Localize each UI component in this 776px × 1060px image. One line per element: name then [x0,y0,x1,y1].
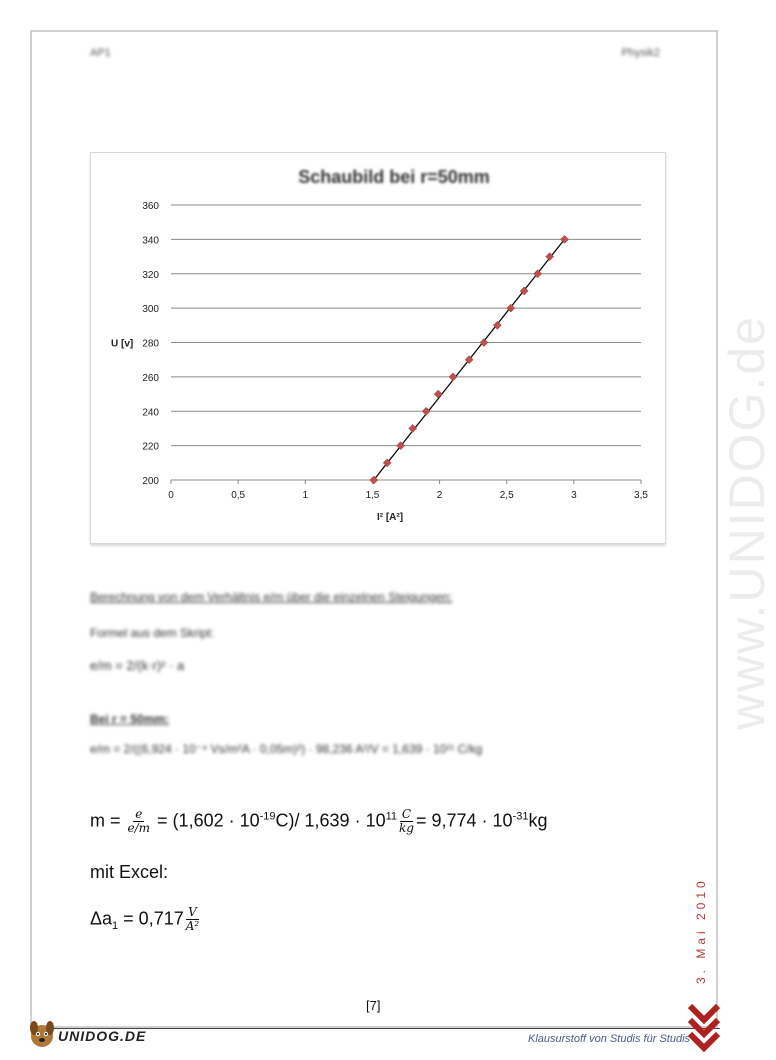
y-tick-label: 280 [142,338,159,350]
x-tick-label: 0,5 [231,490,246,501]
chevron-down-icon [686,1000,722,1052]
x-tick-label: 1 [302,490,309,501]
watermark [668,270,775,740]
eq-exp3: -31 [512,810,529,823]
watermark-text: www.UNIDOG.de [719,315,775,730]
eq-part3: = 9,774 · 10 [415,810,513,831]
delta-prefix: Δa [90,908,113,929]
eq-part2: C)/ 1,639 · 10 [275,810,386,831]
delta-sub: 1 [112,919,119,932]
x-tick-label: 3,5 [634,490,648,501]
chart-container [90,152,666,544]
delta-frac-den: A² [185,919,200,933]
eq-exp1: -19 [259,810,276,823]
formula-label: Formel aus dem Skript: [90,626,215,640]
data-point [409,424,417,432]
x-tick-label: 2,5 [499,490,514,501]
header-right: Physik2 [621,47,660,59]
y-tick-label: 360 [142,201,159,212]
eq-part1: = (1,602 · 10 [152,810,260,831]
footer-tagline: Klausurstoff von Studis für Studis [528,1033,691,1045]
frac-denominator: e/m [127,821,151,835]
y-tick-label: 260 [142,372,159,384]
frac2-numerator: C [401,807,412,821]
fraction-c-over-kg [397,808,416,835]
x-tick-label: 3 [571,490,577,501]
delta-equation [90,906,201,933]
eq-exp2: 11 [385,810,398,823]
delta-frac-num: V [188,905,197,919]
date-vertical [690,870,710,990]
dog-logo-icon [24,1016,60,1052]
data-point [434,390,442,398]
calculation: e/m = 2/((6,924 · 10⁻⁴ Vs/m²A · 0,05m)²) · 98,236 A²/V = 1,639 · 10¹¹ C/kg [90,742,483,756]
mass-equation [90,808,547,835]
data-point [422,407,430,415]
date-text: 3. Mai 2010 [694,877,708,984]
y-tick-label: 200 [142,476,159,487]
delta-value: = 0,717 [118,908,184,929]
fraction-v-over-a2 [184,906,201,933]
section-heading: Berechnung von dem Verhältnis e/m über die einzelnen Steigungen: [90,590,453,604]
data-point [449,373,457,381]
fraction-e-over-em [126,808,153,835]
mit-excel-label: mit Excel: [90,862,169,882]
header-left: AP1 [90,47,111,59]
y-tick-label: 320 [142,269,159,281]
formula: e/m = 2/(k·r)² · a [90,658,185,673]
y-tick-label: 240 [142,407,159,419]
eq-unit: kg [528,810,548,831]
x-tick-label: 2 [436,490,443,501]
x-axis-label: I² [A²] [376,512,404,523]
sub-heading: Bei r = 50mm: [90,712,170,726]
y-tick-label: 220 [142,441,159,453]
scatter-chart [91,153,665,543]
frac-numerator: e [135,807,143,821]
page-number: [7] [366,998,381,1013]
footer-logo-text: UNIDOG.DE [58,1028,147,1044]
eq-m-prefix: m = [90,810,126,831]
chart-title: Schaubild bei r=50mm [298,167,490,187]
y-axis-label: U [v] [111,338,134,350]
y-tick-label: 300 [142,304,159,316]
x-tick-label: 0 [168,490,174,501]
y-tick-label: 340 [142,235,159,247]
frac2-denominator: kg [399,821,414,835]
x-tick-label: 1,5 [365,490,380,501]
